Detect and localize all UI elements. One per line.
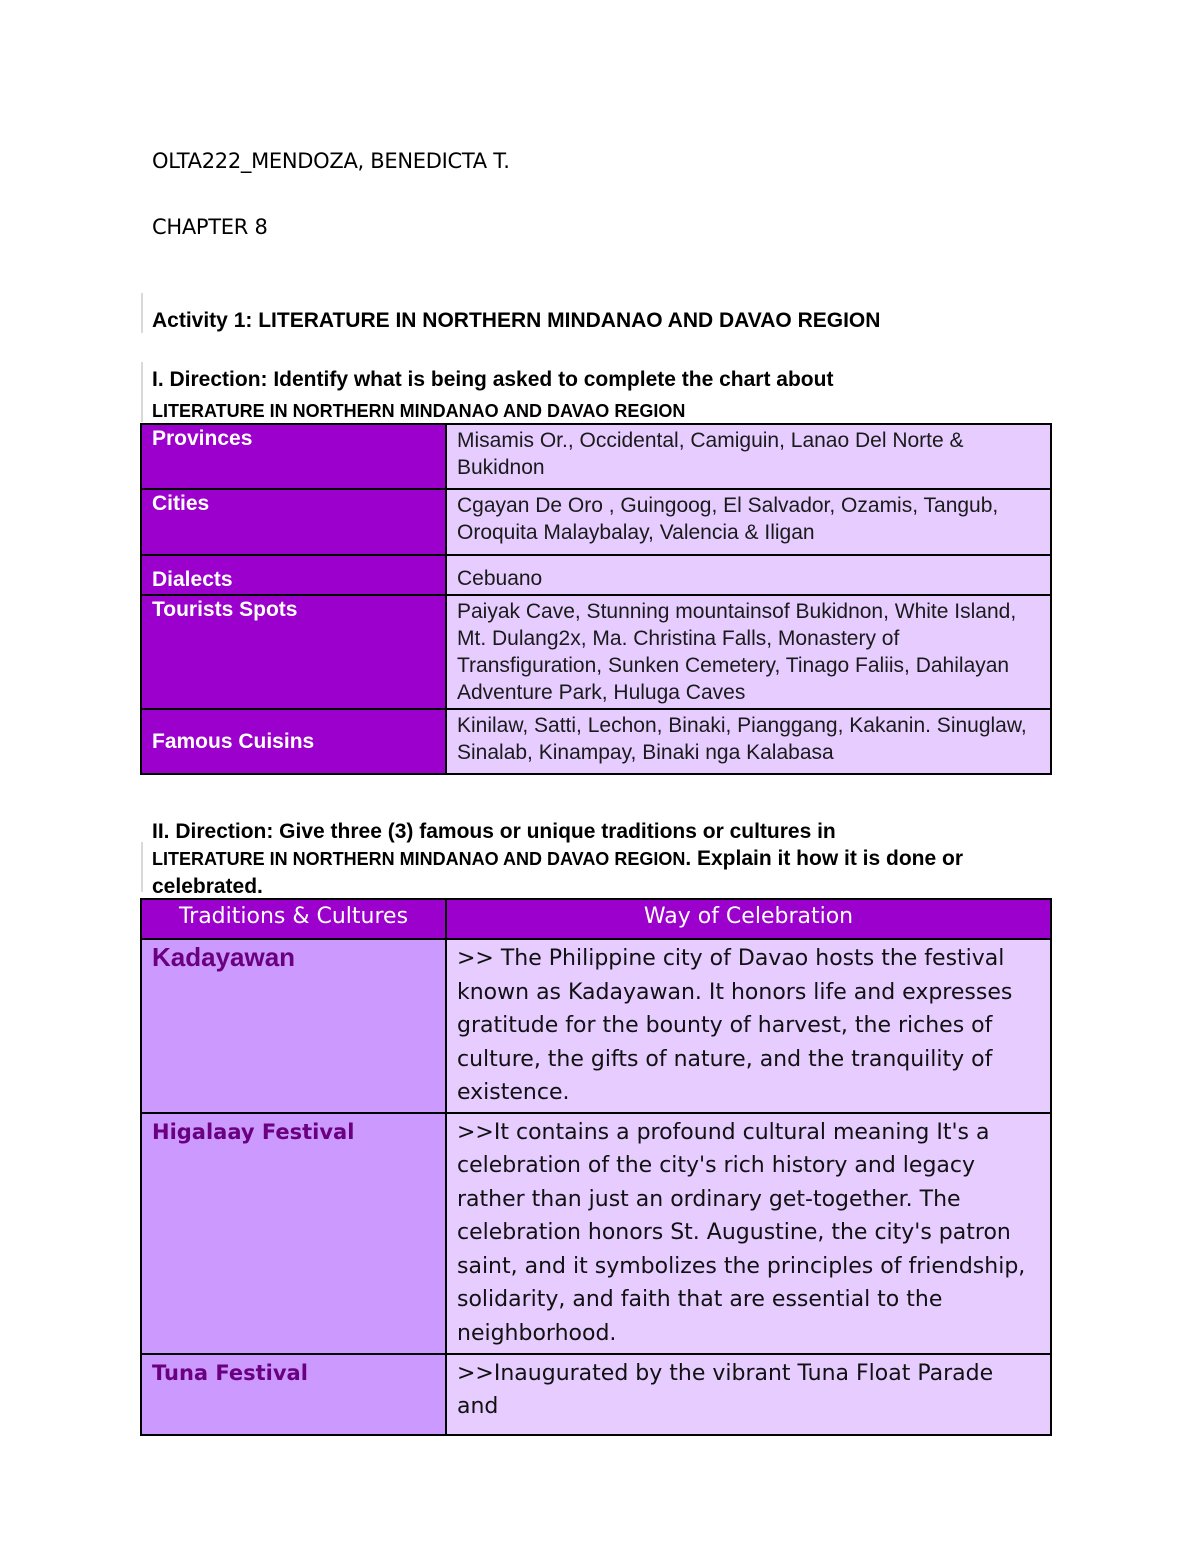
direction-2-text-end: . Explain it how it is done or celebrated. <box>152 847 964 898</box>
row-label: Dialects <box>141 555 446 595</box>
margin-bar <box>141 842 143 892</box>
direction-2-text: II. Direction: Give three (3) famous or unique traditions or cultures in <box>152 820 836 843</box>
table-row <box>141 1354 1051 1435</box>
direction-1: I. Direction: Identify what is being asked to complete the chart about <box>152 368 834 391</box>
margin-bar <box>141 362 143 422</box>
table-row <box>141 424 1051 489</box>
column-header: Way of Celebration <box>446 899 1051 939</box>
tradition-name: Kadayawan <box>141 939 446 1113</box>
row-value: Paiyak Cave, Stunning mountainsof Bukidnon, White Island, Mt. Dulang2x, Ma. Christina Falls, Monastery of Transfiguration, Sunken Cemetery, Tinago Faliis, Dahilayan Adventure Park, Huluga Caves <box>446 595 1051 709</box>
column-header: Traditions & Cultures <box>141 899 446 939</box>
table-row <box>141 595 1051 709</box>
direction-2-subtitle: LITERATURE IN NORTHERN MINDANAO AND DAVAO REGION <box>152 849 686 869</box>
row-value: Cgayan De Oro , Guingoog, El Salvador, Ozamis, Tangub, Oroquita Malaybalay, Valencia & Iligan <box>446 489 1051 555</box>
table-row <box>141 1113 1051 1354</box>
table-row <box>141 939 1051 1113</box>
tradition-name: Higalaay Festival <box>141 1113 446 1354</box>
tradition-name: Tuna Festival <box>141 1354 446 1435</box>
tradition-description: >> The Philippine city of Davao hosts the festival known as Kadayawan. It honors life and expresses gratitude for the bounty of harvest, the riches of culture, the gifts of nature, and the tranquility of existence. <box>446 939 1051 1113</box>
direction-2 <box>152 818 1052 900</box>
row-label: Cities <box>141 489 446 555</box>
literature-chart-table <box>140 423 1052 775</box>
direction-1-subtitle: LITERATURE IN NORTHERN MINDANAO AND DAVAO REGION <box>152 401 686 421</box>
tradition-description: >>It contains a profound cultural meaning It's a celebration of the city's rich history and legacy rather than just an ordinary get-together. The celebration honors St. Augustine, the city's patron saint, and it symbolizes the principles of friendship, solidarity, and faith that are essential to the neighborhood. <box>446 1113 1051 1354</box>
student-name: OLTA222_MENDOZA, BENEDICTA T. <box>152 149 510 173</box>
row-label: Provinces <box>141 424 446 489</box>
tradition-description: >>Inaugurated by the vibrant Tuna Float Parade and <box>446 1354 1051 1435</box>
row-label: Famous Cuisins <box>141 709 446 774</box>
row-value: Kinilaw, Satti, Lechon, Binaki, Pianggang, Kakanin. Sinuglaw, Sinalab, Kinampay, Binaki nga Kalabasa <box>446 709 1051 774</box>
table-row <box>141 555 1051 595</box>
table-header-row <box>141 899 1051 939</box>
table-row <box>141 709 1051 774</box>
chapter-heading: CHAPTER 8 <box>152 215 268 239</box>
row-value: Cebuano <box>446 555 1051 595</box>
traditions-table <box>140 898 1052 1436</box>
row-label: Tourists Spots <box>141 595 446 709</box>
row-value: Misamis Or., Occidental, Camiguin, Lanao Del Norte & Bukidnon <box>446 424 1051 489</box>
activity-title: Activity 1: LITERATURE IN NORTHERN MINDANAO AND DAVAO REGION <box>152 309 881 332</box>
margin-bar <box>141 293 143 333</box>
table-row <box>141 489 1051 555</box>
